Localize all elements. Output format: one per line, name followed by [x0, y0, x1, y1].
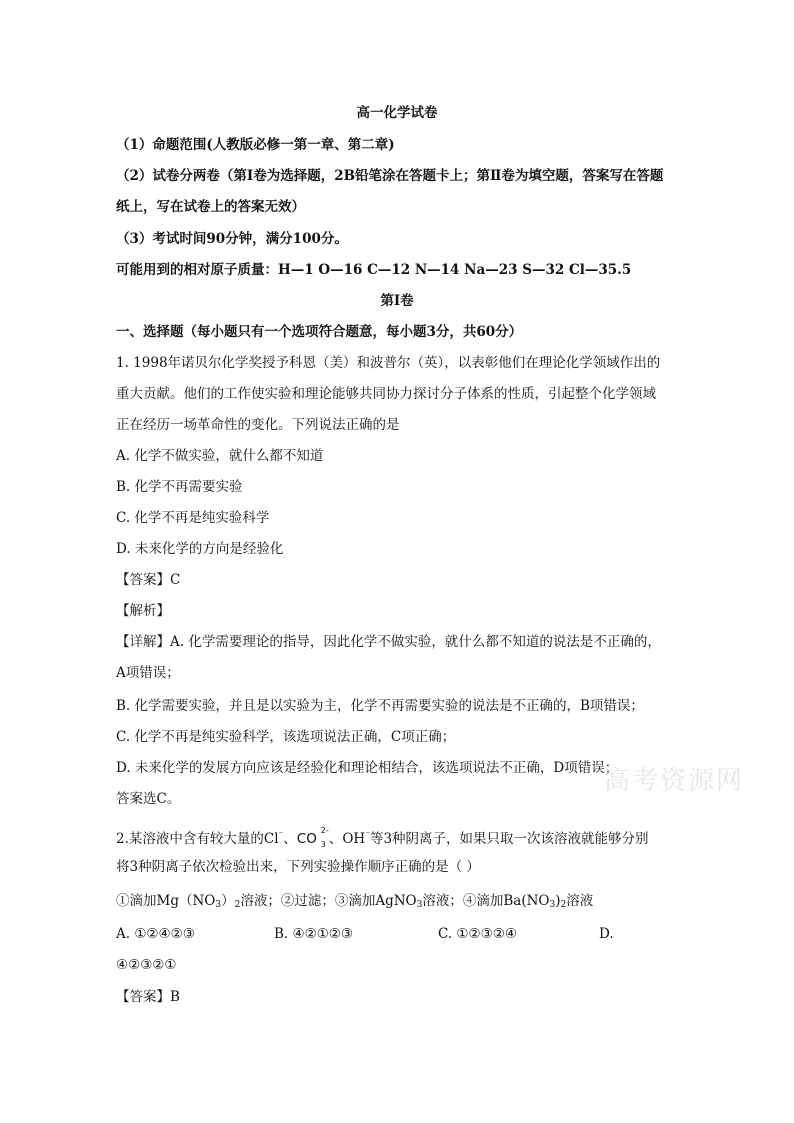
q2-answer: 【答案】B	[116, 989, 180, 1005]
q2-option-a: A. ①②④②③	[116, 926, 195, 942]
q1-detail-line-5: D. 未来化学的发展方向应该是经验化和理论相结合，该选项说法不正确，D项错误；	[116, 760, 619, 776]
q2-stem-part-d: 等3种阴离子，如果只取一次该溶液就能够分别	[369, 831, 649, 847]
q2-stem-line-2: 将3种阴离子依次检验出来，下列实验操作顺序正确的是（ ）	[116, 859, 480, 875]
q2-steps	[116, 892, 593, 914]
q1-option-a: A. 化学不做实验，就什么都不知道	[116, 448, 324, 464]
q2-option-b: B. ④②①②③	[274, 926, 354, 942]
q1-stem-line-1: 1. 1998年诺贝尔化学奖授予科恩（美）和波普尔（英），以表彰他们在理论化学领域作出的	[116, 355, 661, 371]
q1-detail-line-2: A项错误；	[116, 665, 180, 681]
q1-stem-line-3: 正在经历一场革命性的变化。下列说法正确的是	[116, 417, 400, 433]
carbonate-formula	[296, 826, 329, 849]
q1-detail-line-6: 答案选C。	[116, 791, 181, 807]
volume-title: 第Ⅰ卷	[380, 293, 414, 309]
q2-option-d: D.	[599, 926, 614, 942]
q1-analysis-label: 【解析】	[116, 603, 170, 619]
q1-answer: 【答案】C	[116, 572, 181, 588]
q2-stem-part-a: 2.某溶液中含有较大量的Cl	[116, 831, 279, 847]
section-title: 一、选择题（每小题只有一个选项符合题意，每小题3分，共60分）	[116, 324, 523, 340]
q1-detail-line-1: 【详解】A. 化学需要理论的指导，因此化学不做实验，就什么都不知道的说法是不正确的，	[116, 634, 661, 650]
carbonate-symbol: CO	[296, 831, 317, 847]
step-sub-5: 2	[560, 900, 567, 910]
note-scope: （1）命题范围(人教版必修一第一章、第二章)	[116, 137, 395, 153]
carbonate-charge: 2-	[320, 826, 329, 835]
q1-detail-line-3: B. 化学需要实验，并且是以实验为主，化学不再需要实验的说法是不正确的，B项错误；	[116, 698, 644, 714]
q2-stem-part-b: 、	[283, 831, 297, 847]
q1-option-d: D. 未来化学的方向是经验化	[116, 541, 284, 557]
q1-option-c: C. 化学不再是纯实验科学	[116, 510, 270, 526]
note-format-1: （2）试卷分两卷（第Ⅰ卷为选择题，2B铅笔涂在答题卡上；第Ⅱ卷为填空题，答案写在答题	[116, 168, 664, 184]
chloride-charge: ⁻	[278, 830, 284, 840]
hydroxide-charge: ⁻	[365, 830, 370, 840]
q1-stem-line-2: 重大贡献。他们的工作使实验和理论能够共同协力探讨分子体系的性质，引起整个化学领域	[116, 386, 656, 402]
q2-option-c: C. ①②③②④	[438, 926, 517, 942]
carbonate-subscript: 3	[320, 840, 326, 849]
q2-option-d-continued: ④②③②①	[116, 957, 177, 973]
step-text-3: 溶液；②过滤；③滴加AgNO	[240, 893, 417, 909]
step-text-2: ）	[221, 893, 235, 909]
step-text-6: 溶液	[566, 893, 594, 909]
q2-stem-part-c: 、OH	[328, 831, 366, 847]
step-text-1: ①滴加Mg（NO	[116, 893, 216, 909]
step-sub-4: 3	[549, 900, 556, 910]
step-text-4: 溶液；④滴加Ba(NO	[422, 893, 550, 909]
step-sub-1: 3	[215, 900, 222, 910]
q1-detail-line-4: C. 化学不再是纯实验科学，该选项说法正确，C项正确；	[116, 729, 456, 745]
atomic-mass-line: 可能用到的相对原子质量：H—1 O—16 C—12 N—14 Na—23 S—32 Cl—35.5	[116, 262, 632, 278]
q1-option-b: B. 化学不再需要实验	[116, 479, 243, 495]
note-format-2: 纸上，写在试卷上的答案无效）	[116, 199, 305, 215]
step-text-5: )	[555, 893, 561, 909]
q2-stem-line-1	[116, 826, 649, 848]
exam-title: 高一化学试卷	[356, 105, 438, 121]
step-sub-3: 3	[416, 900, 423, 910]
step-sub-2: 2	[234, 900, 241, 910]
note-time: （3）考试时间90分钟，满分100分。	[116, 231, 348, 247]
watermark: 高考资源网	[604, 766, 745, 796]
